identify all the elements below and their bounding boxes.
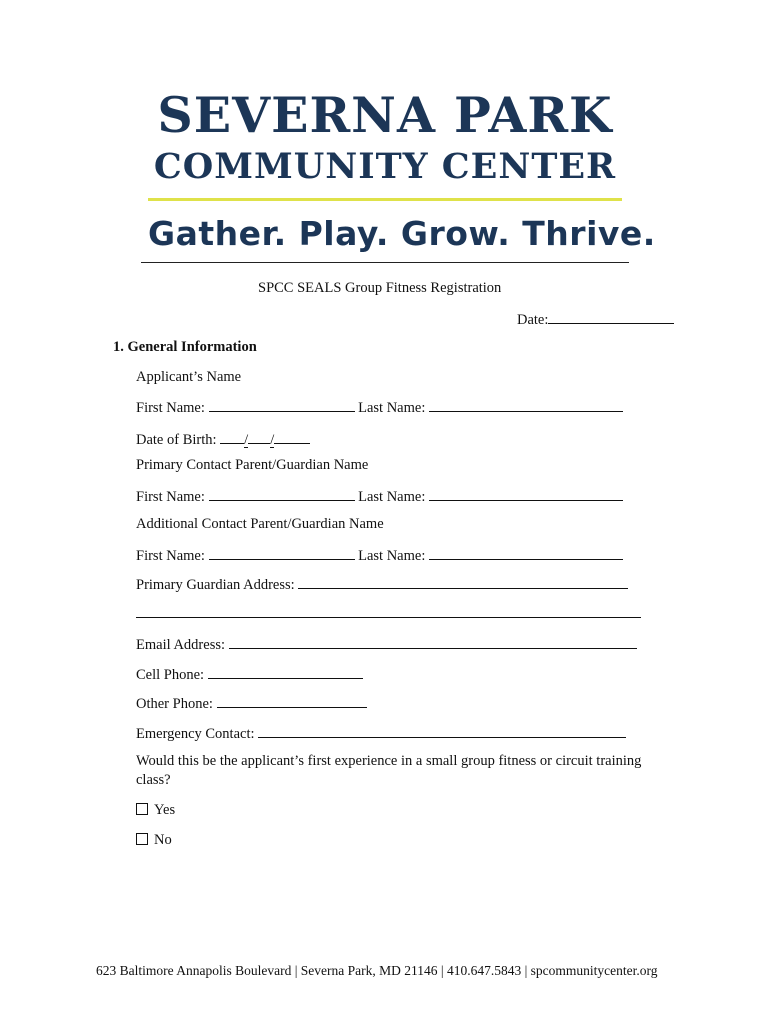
date-field[interactable] <box>517 309 674 329</box>
additional-contact-heading: Additional Contact Parent/Guardian Name <box>136 516 384 532</box>
primary-contact-heading: Primary Contact Parent/Guardian Name <box>136 457 369 473</box>
other-phone-line[interactable] <box>217 693 367 708</box>
dob-day[interactable] <box>248 427 270 444</box>
email-field[interactable] <box>136 634 637 654</box>
cell-phone-label: Cell Phone: <box>136 667 205 683</box>
no-option[interactable] <box>136 831 172 849</box>
primary-contact-name-field[interactable] <box>136 486 623 506</box>
first-name-label: First Name: <box>136 489 205 505</box>
additional-contact-name-field[interactable] <box>136 545 623 565</box>
logo-divider <box>148 198 622 201</box>
applicant-heading: Applicant’s Name <box>136 369 242 385</box>
address-line[interactable] <box>298 574 628 589</box>
emergency-contact-label: Emergency Contact: <box>136 726 255 742</box>
first-name-label: First Name: <box>136 548 205 564</box>
no-label: No <box>154 832 172 848</box>
cell-phone-line[interactable] <box>208 664 363 679</box>
yes-label: Yes <box>154 802 176 818</box>
email-line[interactable] <box>229 634 637 649</box>
footer-address: 623 Baltimore Annapolis Boulevard | Severna Park, MD 21146 | 410.647.5843 | spcommunitycenter.org <box>96 963 658 978</box>
header-rule <box>141 262 629 263</box>
yes-checkbox[interactable] <box>136 803 148 815</box>
last-name-line[interactable] <box>429 545 623 560</box>
no-checkbox[interactable] <box>136 833 148 845</box>
address-label: Primary Guardian Address: <box>136 577 295 593</box>
first-name-line[interactable] <box>209 545 355 560</box>
dob-sep-2: / <box>270 432 275 448</box>
other-phone-field[interactable] <box>136 693 367 713</box>
cell-phone-field[interactable] <box>136 664 363 684</box>
applicant-first-name-field[interactable] <box>136 397 623 417</box>
section-heading: 1. General Information <box>113 339 257 355</box>
last-name-label: Last Name: <box>358 548 426 564</box>
first-name-line[interactable] <box>209 486 355 501</box>
last-name-line[interactable] <box>429 397 623 412</box>
last-name-line[interactable] <box>429 486 623 501</box>
last-name-label: Last Name: <box>358 489 426 505</box>
last-name-label: Last Name: <box>358 400 426 416</box>
yes-option[interactable] <box>136 801 175 819</box>
logo-title-line2: COMMUNITY CENTER <box>153 146 617 187</box>
email-label: Email Address: <box>136 637 226 653</box>
dob-field[interactable] <box>136 427 310 449</box>
first-name-line[interactable] <box>209 397 355 412</box>
logo-title-line1: SEVERNA PARK <box>157 86 613 144</box>
dob-sep-1: / <box>244 432 249 448</box>
dob-label: Date of Birth: <box>136 432 217 448</box>
other-phone-label: Other Phone: <box>136 696 213 712</box>
emergency-contact-line[interactable] <box>258 723 626 738</box>
date-line[interactable] <box>548 309 674 324</box>
logo-tagline: Gather. Play. Grow. Thrive. <box>148 214 656 253</box>
emergency-contact-field[interactable] <box>136 723 626 743</box>
first-experience-question: Would this be the applicant’s first experience in a small group fitness or circuit training class? <box>136 753 642 788</box>
address-line-2[interactable] <box>136 617 641 618</box>
first-name-label: First Name: <box>136 400 205 416</box>
dob-year[interactable] <box>274 427 310 444</box>
form-title: SPCC SEALS Group Fitness Registration <box>258 280 502 296</box>
dob-month[interactable] <box>220 427 244 444</box>
date-label: Date: <box>517 312 549 328</box>
address-field[interactable] <box>136 574 628 594</box>
